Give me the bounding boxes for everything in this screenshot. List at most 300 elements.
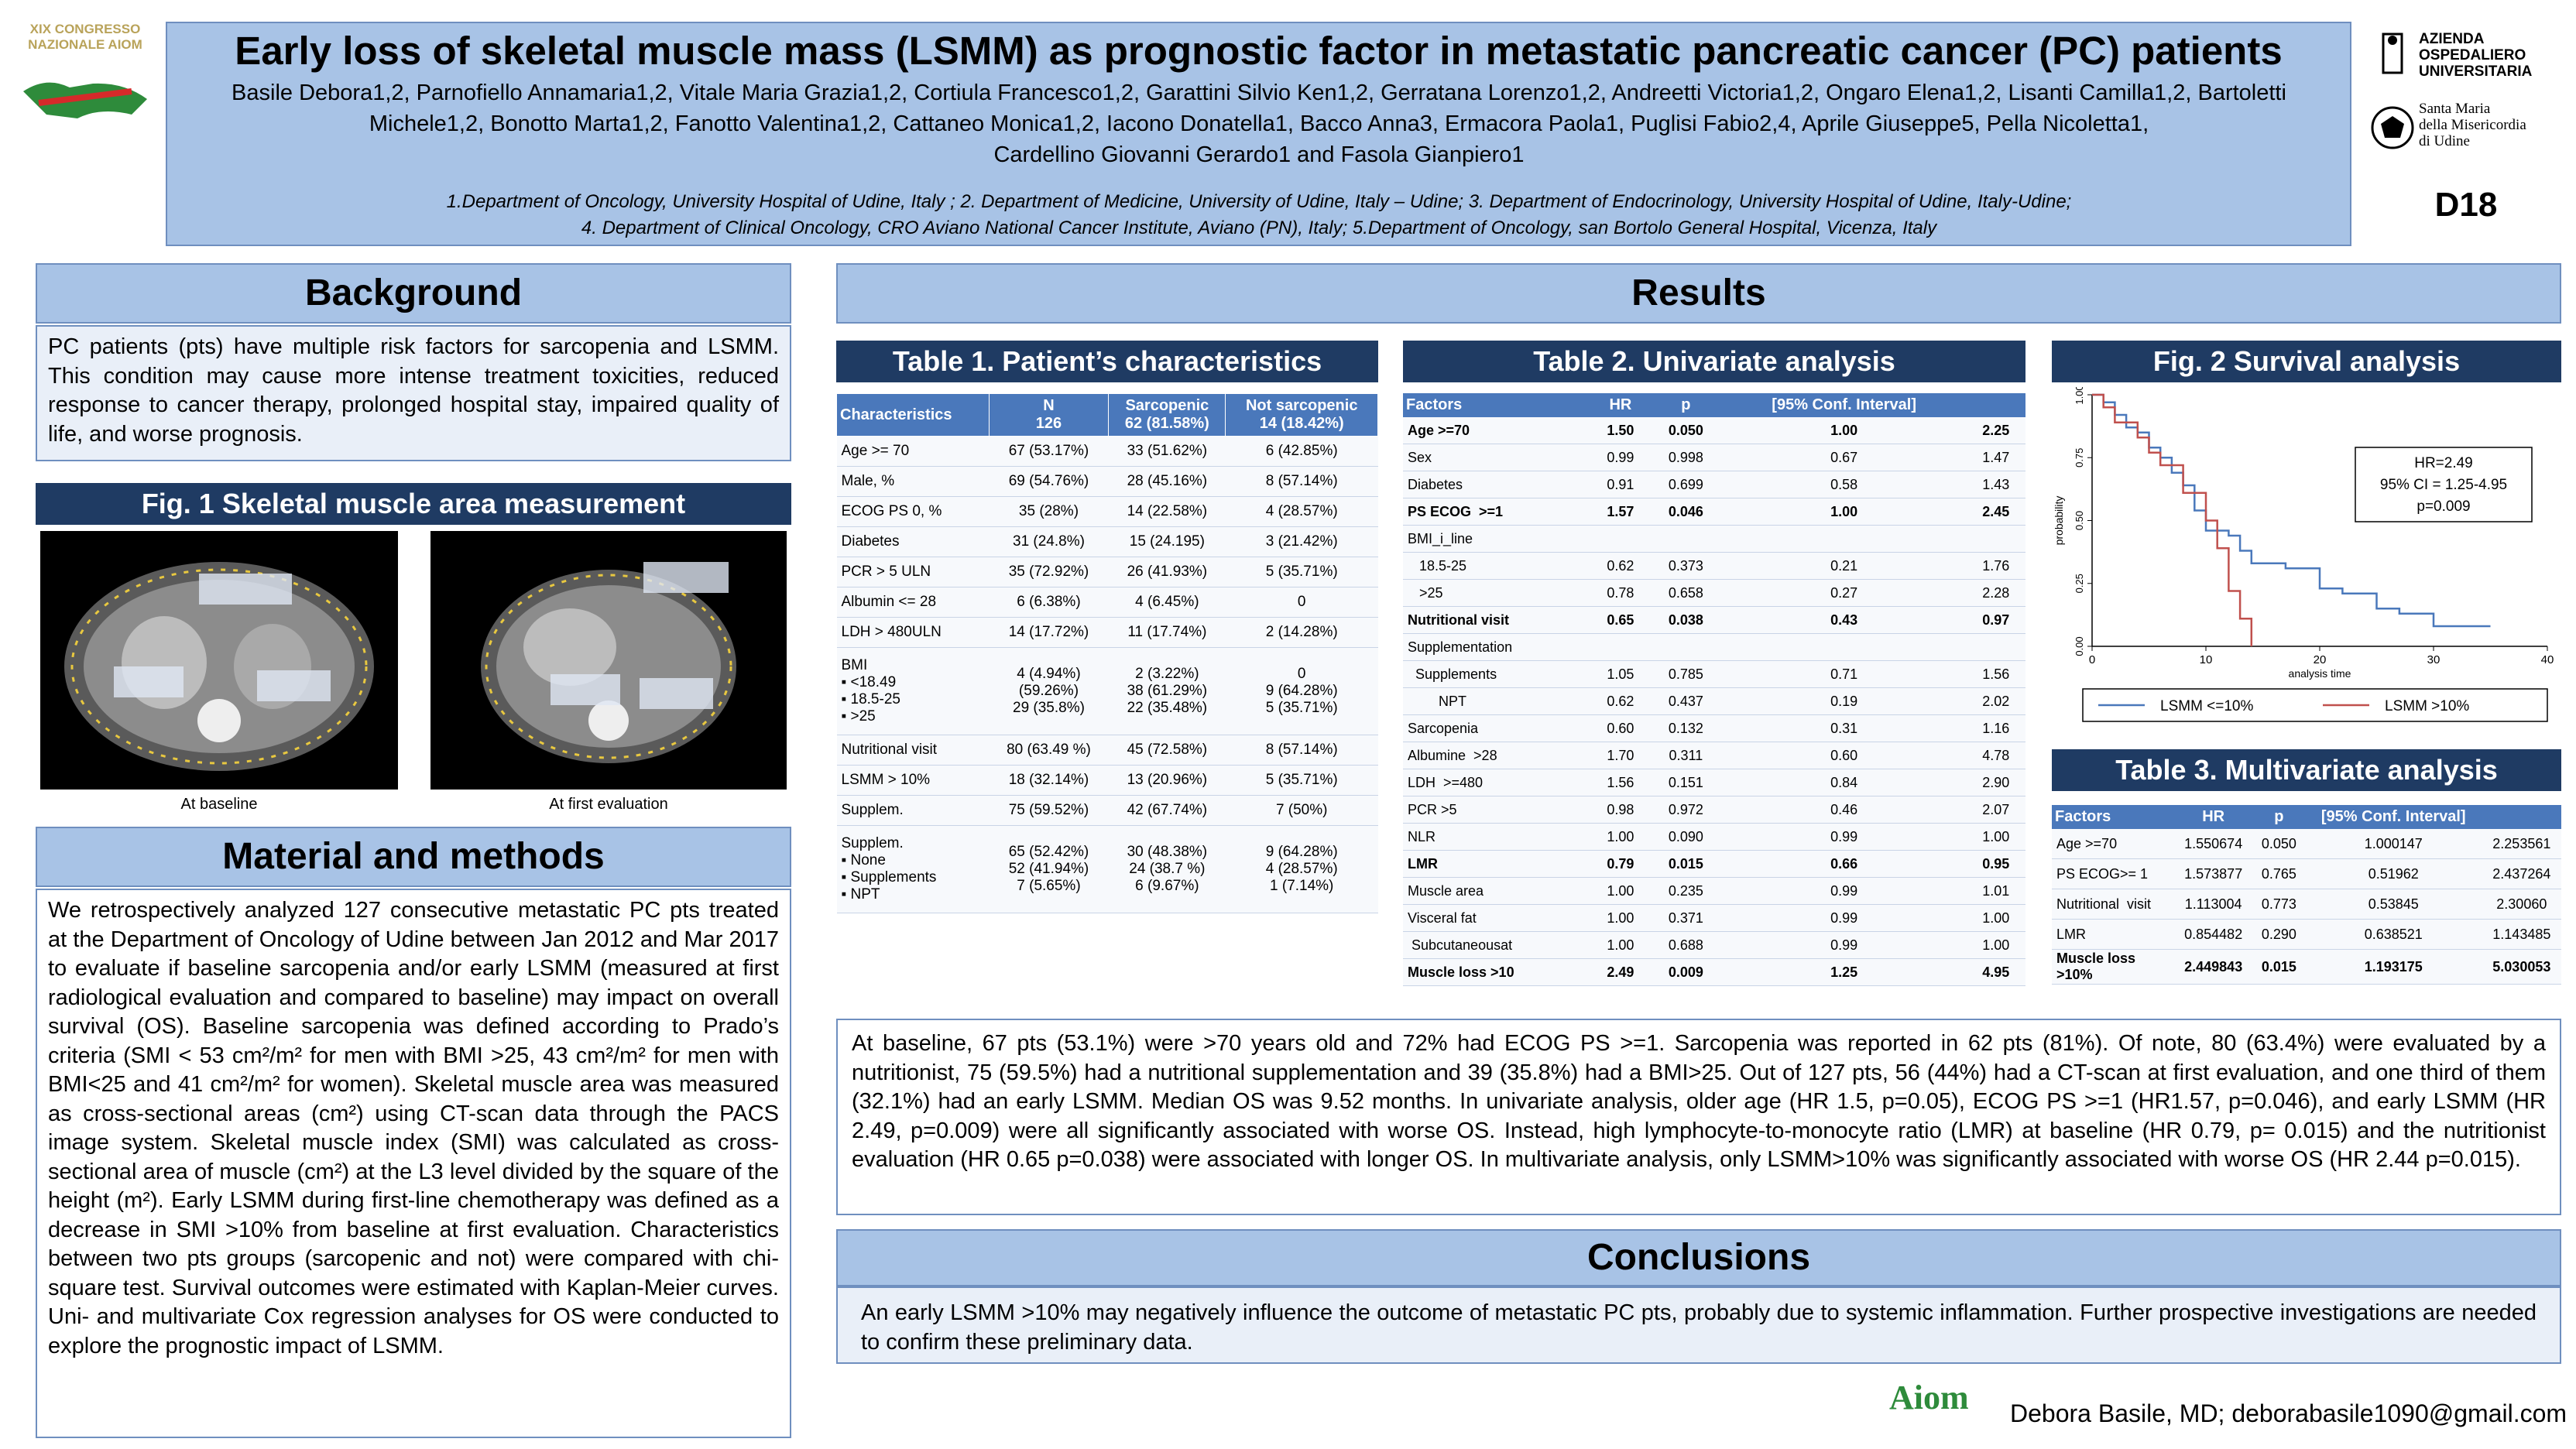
table1-cell: 3 (21.42%) — [1226, 527, 1378, 557]
t2-cell: 0.98 — [1591, 796, 1650, 824]
t2-cell: 0.78 — [1591, 580, 1650, 607]
t2-cell: 0.60 — [1722, 742, 1967, 769]
t2-cell: 0.151 — [1650, 769, 1722, 796]
table1-cell: Supplem. — [837, 796, 990, 826]
table1-cell: LDH > 480ULN — [837, 618, 990, 648]
footer-logo — [1889, 1378, 1990, 1440]
t2-cell — [1650, 634, 1722, 661]
t2-cell: NPT — [1403, 688, 1591, 715]
hospital-name-2: OSPEDALIERO — [2419, 47, 2526, 63]
t2-cell — [1722, 526, 1967, 553]
legend-label: LSMM <=10% — [2160, 698, 2254, 714]
table1-cell: 65 (52.42%) 52 (41.94%) 7 (5.65%) — [989, 826, 1109, 913]
table1-cell: 8 (57.14%) — [1226, 467, 1378, 497]
table1-cell: 11 (17.74%) — [1109, 618, 1226, 648]
ct-scan-first-evaluation — [430, 531, 787, 790]
table1-cell: 4 (4.94%) (59.26%) 29 (35.8%) — [989, 648, 1109, 735]
table-row — [2052, 829, 2561, 859]
table1-cell: 15 (24.195) — [1109, 527, 1226, 557]
t3-cell: 1.000147 — [2305, 829, 2482, 859]
table1-cell: 14 (17.72%) — [989, 618, 1109, 648]
t2-cell — [1591, 634, 1650, 661]
table1-cell: Albumin <= 28 — [837, 587, 990, 618]
t2-cell: 0.21 — [1722, 553, 1967, 580]
t3-cell: 1.113004 — [2174, 889, 2253, 920]
background-text: PC patients (pts) have multiple risk factors for sarcopenia and LSMM. This condition may cause more intense treatment toxicities, reduced response to cancer therapy, prolonged hospital stay, impaired quality of life, and worse prognosis. — [36, 325, 791, 461]
table1-cell: LSMM > 10% — [837, 766, 990, 796]
table2 — [1403, 393, 2025, 1008]
t2-cell: 1.47 — [1967, 444, 2025, 471]
table-row — [1403, 688, 2025, 715]
t2-cell: 0.58 — [1722, 471, 1967, 498]
annotation-text: 95% CI = 1.25-4.95 — [2379, 477, 2508, 493]
table2-heading: Table 2. Univariate analysis — [1403, 341, 2025, 382]
univariate-analysis-table — [1403, 393, 2025, 986]
table-row — [1403, 959, 2025, 986]
t2-cell: 2.28 — [1967, 580, 2025, 607]
t3-cell: 2.253561 — [2482, 829, 2561, 859]
table3-heading: Table 3. Multivariate analysis — [2052, 749, 2561, 791]
t2-cell: 0.090 — [1650, 824, 1722, 851]
t2-cell: 18.5-25 — [1403, 553, 1591, 580]
t3-cell: 0.773 — [2253, 889, 2305, 920]
table-row — [2052, 920, 2561, 950]
table1-cell: 14 (22.58%) — [1109, 497, 1226, 527]
fig2-heading: Fig. 2 Survival analysis — [2052, 341, 2561, 382]
t2-cell: 1.56 — [1967, 661, 2025, 688]
t3-header-0: Factors — [2052, 805, 2174, 829]
fig1-heading: Fig. 1 Skeletal muscle area measurement — [36, 483, 791, 525]
t2-cell: 1.00 — [1722, 498, 1967, 526]
t3-cell: Muscle loss >10% — [2052, 950, 2174, 985]
table-row — [1403, 824, 2025, 851]
t2-cell: 0.79 — [1591, 851, 1650, 878]
t3-cell: 0.290 — [2253, 920, 2305, 950]
t2-cell — [1591, 526, 1650, 553]
t2-cell: Sex — [1403, 444, 1591, 471]
table-row — [837, 618, 1378, 648]
t2-cell: Subcutaneousat — [1403, 932, 1591, 959]
table1-header-2: Sarcopenic 62 (81.58%) — [1109, 394, 1226, 437]
annotation-text: p=0.009 — [2417, 498, 2471, 515]
t2-cell: 0.015 — [1650, 851, 1722, 878]
t2-cell: Supplementation — [1403, 634, 1591, 661]
table-row — [837, 796, 1378, 826]
table1-cell: BMI ▪ <18.49 ▪ 18.5-25 ▪ >25 — [837, 648, 990, 735]
t3-cell: 2.30060 — [2482, 889, 2561, 920]
t3-cell: 0.638521 — [2305, 920, 2482, 950]
table1-cell: 0 — [1226, 587, 1378, 618]
x-axis-label: analysis time — [2288, 667, 2351, 680]
t2-cell: 0.84 — [1722, 769, 1967, 796]
t2-cell: 0.31 — [1722, 715, 1967, 742]
t2-cell — [1722, 634, 1967, 661]
t2-cell: 1.76 — [1967, 553, 2025, 580]
t2-cell: 0.99 — [1591, 444, 1650, 471]
table-row — [837, 826, 1378, 913]
t2-cell: 0.62 — [1591, 688, 1650, 715]
table1-cell: 4 (28.57%) — [1226, 497, 1378, 527]
x-tick-label: 10 — [2199, 653, 2213, 666]
t2-cell: 0.235 — [1650, 878, 1722, 905]
t2-cell: 0.699 — [1650, 471, 1722, 498]
table1-cell: Nutritional visit — [837, 735, 990, 766]
table-row — [1403, 769, 2025, 796]
t2-cell: Visceral fat — [1403, 905, 1591, 932]
t2-header-4 — [1967, 393, 2025, 417]
italy-map-icon — [15, 60, 155, 130]
poster-code: D18 — [2434, 186, 2498, 224]
poster-header — [166, 22, 2351, 246]
contact-info: Debora Basile, MD; deborabasile1090@gmail.com — [2010, 1399, 2567, 1427]
table-row — [837, 735, 1378, 766]
t2-cell: 1.57 — [1591, 498, 1650, 526]
t2-cell: Muscle loss >10 — [1403, 959, 1591, 986]
table1-cell: 8 (57.14%) — [1226, 735, 1378, 766]
table1-header-1: N 126 — [989, 394, 1109, 437]
ct-scan-baseline — [40, 531, 398, 790]
table-row — [837, 467, 1378, 497]
table-row — [1403, 905, 2025, 932]
table1-cell: 9 (64.28%) 4 (28.57%) 1 (7.14%) — [1226, 826, 1378, 913]
t2-cell: 1.00 — [1967, 932, 2025, 959]
poster-title: Early loss of skeletal muscle mass (LSMM) as prognostic factor in metastatic pancreatic cancer (PC) patients — [235, 29, 2283, 73]
t2-cell: 0.658 — [1650, 580, 1722, 607]
t2-cell: 0.688 — [1650, 932, 1722, 959]
table1-cell: 42 (67.74%) — [1109, 796, 1226, 826]
table1-cell: 75 (59.52%) — [989, 796, 1109, 826]
hospital-logo — [2369, 23, 2563, 163]
hospital-name-3: UNIVERSITARIA — [2419, 63, 2533, 80]
t3-header-2: p — [2253, 805, 2305, 829]
table1-cell: 0 9 (64.28%) 5 (35.71%) — [1226, 648, 1378, 735]
hospital-crest-icon — [2369, 29, 2416, 76]
table-row — [1403, 878, 2025, 905]
t2-cell: 0.998 — [1650, 444, 1722, 471]
table1-cell: Age >= 70 — [837, 437, 990, 467]
table-row — [837, 648, 1378, 735]
t2-cell: 2.07 — [1967, 796, 2025, 824]
table1-cell: 2 (14.28%) — [1226, 618, 1378, 648]
ct-image-first-evaluation — [430, 531, 787, 790]
t2-cell: Albumine >28 — [1403, 742, 1591, 769]
table-row — [2052, 950, 2561, 985]
table-row — [1403, 932, 2025, 959]
t2-cell: 1.43 — [1967, 471, 2025, 498]
t2-cell: 1.00 — [1967, 824, 2025, 851]
t2-cell: 0.62 — [1591, 553, 1650, 580]
t2-cell: BMI_i_line — [1403, 526, 1591, 553]
t2-cell: 0.371 — [1650, 905, 1722, 932]
t2-cell: 0.972 — [1650, 796, 1722, 824]
congress-logo-text: XIX CONGRESSO NAZIONALE AIOM — [28, 22, 142, 52]
background-heading: Background — [36, 263, 791, 324]
table1-cell: 18 (32.14%) — [989, 766, 1109, 796]
authors-line-1: Basile Debora1,2, Parnofiello Annamaria1,2, Vitale Maria Grazia1,2, Cortiula Francesco1,2, Garattini Silvio Ken1,2, Gerratana Lorenzo1,2, Andreetti Victoria1,2, Ongaro Elena1,2, Lisanti Camilla1,2, Bartoletti — [232, 80, 2286, 105]
congress-logo — [15, 22, 155, 223]
results-text: At baseline, 67 pts (53.1%) were >70 years old and 72% had ECOG PS >=1. Sarcopenia was reported in 62 pts (81%). Of note, 80 (63.4%) were evaluated by a nutritionist, 75 (59.5%) had a nutritional supplementation and 39 (35.8%) had a BMI>25. Out of 127 pts, 56 (44%) had a CT-scan at first evaluation, and one third of them (32.1%) had an early LSMM. Median OS was 9.52 months. In univariate analysis, older age (HR 1.5, p=0.05), ECOG PS >=1 (HR1.57, p=0.046), and early LSMM (HR 2.49, p=0.009) were all significantly associated with worse OS. Instead, high lymphocyte-to-monocyte ratio (LMR) at baseline (HR 0.79, p= 0.015) and the nutritionist evaluation (HR 0.65 p=0.038) were associated with longer OS. In multivariate analysis, only LSMM>10% was significantly associated with worse OS (HR 2.44 p=0.015). — [836, 1019, 2561, 1215]
affiliations-line-2: 4. Department of Clinical Oncology, CRO Aviano National Cancer Institute, Aviano (PN), Italy; 5.Department of Oncology, san Bortolo General Hospital, Vicenza, Italy — [581, 218, 1937, 238]
t2-cell: 0.009 — [1650, 959, 1722, 986]
hospital-name-4: Santa Maria — [2419, 101, 2491, 117]
t2-cell: 0.46 — [1722, 796, 1967, 824]
t2-cell: 1.70 — [1591, 742, 1650, 769]
table-row — [2052, 859, 2561, 889]
t2-cell: 0.038 — [1650, 607, 1722, 634]
table-row — [1403, 661, 2025, 688]
t2-cell: 2.49 — [1591, 959, 1650, 986]
t2-cell: 0.437 — [1650, 688, 1722, 715]
t2-header-0: Factors — [1403, 393, 1591, 417]
t2-cell: >25 — [1403, 580, 1591, 607]
caption-baseline: At baseline — [180, 796, 258, 813]
t2-cell: 1.00 — [1591, 905, 1650, 932]
hospital-name-5: della Misericordia — [2419, 117, 2526, 133]
t2-cell: 0.66 — [1722, 851, 1967, 878]
table1-cell: 35 (28%) — [989, 497, 1109, 527]
results-heading: Results — [836, 263, 2561, 324]
t2-cell: 1.00 — [1591, 932, 1650, 959]
t2-cell: 1.01 — [1967, 878, 2025, 905]
x-tick-label: 0 — [2088, 653, 2096, 666]
affiliations-line-1: 1.Department of Oncology, University Hospital of Udine, Italy ; 2. Department of Medicine, University of Udine, Italy – Udine; 3. Department of Endocrinology, University Hospital of Udine, Italy-Udine; — [446, 191, 2072, 212]
t3-cell: 0.050 — [2253, 829, 2305, 859]
table-row — [837, 527, 1378, 557]
table-row — [837, 766, 1378, 796]
y-axis-label: probability — [2053, 495, 2065, 546]
x-tick-label: 20 — [2313, 653, 2327, 666]
t2-cell: 0.67 — [1722, 444, 1967, 471]
table3 — [2052, 805, 2561, 1014]
t3-cell: 2.449843 — [2174, 950, 2253, 985]
t2-cell: 0.99 — [1722, 932, 1967, 959]
table-row — [1403, 444, 2025, 471]
x-tick-label: 40 — [2540, 653, 2554, 666]
patient-characteristics-table — [836, 393, 1378, 913]
t2-cell: Sarcopenia — [1403, 715, 1591, 742]
table-row — [1403, 742, 2025, 769]
table-row — [837, 437, 1378, 467]
t2-cell — [1650, 526, 1722, 553]
t3-cell: 1.143485 — [2482, 920, 2561, 950]
t2-cell: Age >=70 — [1403, 417, 1591, 444]
t2-cell: 1.05 — [1591, 661, 1650, 688]
y-tick-label: 0.25 — [2073, 574, 2085, 594]
table1-cell: 26 (41.93%) — [1109, 557, 1226, 587]
table1 — [836, 393, 1378, 1005]
t2-cell: 1.00 — [1967, 905, 2025, 932]
aiom-logo-text: Aiom — [1889, 1379, 1969, 1416]
table-row — [837, 587, 1378, 618]
table1-cell: 13 (20.96%) — [1109, 766, 1226, 796]
table-row — [2052, 889, 2561, 920]
t2-cell: 2.90 — [1967, 769, 2025, 796]
t2-cell: 0.91 — [1591, 471, 1650, 498]
table1-heading: Table 1. Patient’s characteristics — [836, 341, 1378, 382]
t2-cell: 0.050 — [1650, 417, 1722, 444]
table1-cell: 30 (48.38%) 24 (38.7 %) 6 (9.67%) — [1109, 826, 1226, 913]
t2-cell: 4.95 — [1967, 959, 2025, 986]
table-row — [837, 497, 1378, 527]
table1-cell: 67 (53.17%) — [989, 437, 1109, 467]
table-row — [837, 557, 1378, 587]
table1-cell: Diabetes — [837, 527, 990, 557]
t2-cell: 1.00 — [1591, 824, 1650, 851]
table1-cell: 6 (6.38%) — [989, 587, 1109, 618]
t2-cell: Muscle area — [1403, 878, 1591, 905]
t2-cell: Nutritional visit — [1403, 607, 1591, 634]
authors-line-2: Michele1,2, Bonotto Marta1,2, Fanotto Valentina1,2, Cattaneo Monica1,2, Iacono Donatella1, Bacco Anna3, Ermacora Paola1, Puglisi Fabio2,4, Aprile Giuseppe5, Pella Nicoletta1, — [369, 111, 2149, 136]
t2-cell: 0.99 — [1722, 905, 1967, 932]
t2-header-3: [95% Conf. Interval] — [1722, 393, 1967, 417]
t2-cell: 4.78 — [1967, 742, 2025, 769]
t3-cell: 0.765 — [2253, 859, 2305, 889]
hospital-name-1: AZIENDA — [2419, 31, 2485, 47]
table1-cell: 7 (50%) — [1226, 796, 1378, 826]
t2-cell: 0.785 — [1650, 661, 1722, 688]
table1-cell: 69 (54.76%) — [989, 467, 1109, 497]
eagle-crest-icon — [2369, 101, 2416, 155]
table-row — [1403, 851, 2025, 878]
t2-cell: 0.97 — [1967, 607, 2025, 634]
table1-cell: PCR > 5 ULN — [837, 557, 990, 587]
table1-cell: 28 (45.16%) — [1109, 467, 1226, 497]
t2-cell: 0.311 — [1650, 742, 1722, 769]
t2-cell: PS ECOG >=1 — [1403, 498, 1591, 526]
t3-cell: 1.193175 — [2305, 950, 2482, 985]
authors-line-3: Cardellino Giovanni Gerardo1 and Fasola Gianpiero1 — [993, 142, 1525, 167]
t2-header-1: HR — [1591, 393, 1650, 417]
affiliations — [175, 189, 2343, 242]
t3-header-4 — [2482, 805, 2561, 829]
survival-chart — [2052, 387, 2561, 728]
legend-label: LSMM >10% — [2385, 698, 2470, 714]
t2-cell: 0.046 — [1650, 498, 1722, 526]
t2-cell: 1.50 — [1591, 417, 1650, 444]
t2-cell: Supplements — [1403, 661, 1591, 688]
table1-cell: Male, % — [837, 467, 990, 497]
kaplan-meier-plot — [2052, 387, 2561, 728]
t2-cell: PCR >5 — [1403, 796, 1591, 824]
t2-cell — [1967, 526, 2025, 553]
table1-cell: 35 (72.92%) — [989, 557, 1109, 587]
t2-header-2: p — [1650, 393, 1722, 417]
t2-cell: 1.00 — [1722, 417, 1967, 444]
table1-header-3: Not sarcopenic 14 (18.42%) — [1226, 394, 1378, 437]
table1-cell: Supplem. ▪ None ▪ Supplements ▪ NPT — [837, 826, 990, 913]
t2-cell: 0.65 — [1591, 607, 1650, 634]
table1-cell: 5 (35.71%) — [1226, 557, 1378, 587]
t2-cell: 0.60 — [1591, 715, 1650, 742]
t2-cell: 2.25 — [1967, 417, 2025, 444]
methods-heading: Material and methods — [36, 827, 791, 887]
table-row — [1403, 607, 2025, 634]
t3-cell: 0.51962 — [2305, 859, 2482, 889]
hospital-name-6: di Udine — [2419, 133, 2470, 149]
y-tick-label: 0.00 — [2073, 636, 2085, 656]
table-row — [1403, 526, 2025, 553]
caption-first-evaluation: At first evaluation — [549, 796, 668, 813]
t2-cell: LDH >=480 — [1403, 769, 1591, 796]
t3-cell: 1.573877 — [2174, 859, 2253, 889]
t2-cell: 0.99 — [1722, 878, 1967, 905]
t3-cell: 5.030053 — [2482, 950, 2561, 985]
t2-cell: 0.19 — [1722, 688, 1967, 715]
t2-cell: 0.95 — [1967, 851, 2025, 878]
table-row — [1403, 553, 2025, 580]
t2-cell: 0.373 — [1650, 553, 1722, 580]
y-tick-label: 1.00 — [2073, 387, 2085, 405]
table1-header-0: Characteristics — [837, 394, 990, 437]
table-row — [1403, 715, 2025, 742]
t2-cell: 1.56 — [1591, 769, 1650, 796]
t2-cell: 1.16 — [1967, 715, 2025, 742]
table-row — [1403, 580, 2025, 607]
y-tick-label: 0.75 — [2073, 447, 2085, 468]
t2-cell: 0.71 — [1722, 661, 1967, 688]
table1-cell: 6 (42.85%) — [1226, 437, 1378, 467]
ct-image-baseline — [40, 531, 398, 790]
t3-cell: 0.015 — [2253, 950, 2305, 985]
t3-cell: 0.854482 — [2174, 920, 2253, 950]
t2-cell: 0.132 — [1650, 715, 1722, 742]
table1-cell: 2 (3.22%) 38 (61.29%) 22 (35.48%) — [1109, 648, 1226, 735]
t3-cell: Age >=70 — [2052, 829, 2174, 859]
t3-cell: 2.437264 — [2482, 859, 2561, 889]
t2-cell: 2.45 — [1967, 498, 2025, 526]
t2-cell: 0.99 — [1722, 824, 1967, 851]
t3-cell: 1.550674 — [2174, 829, 2253, 859]
table1-cell: 33 (51.62%) — [1109, 437, 1226, 467]
table1-cell: 31 (24.8%) — [989, 527, 1109, 557]
table-row — [1403, 498, 2025, 526]
t2-cell: NLR — [1403, 824, 1591, 851]
conclusions-text: An early LSMM >10% may negatively influence the outcome of metastatic PC pts, probably due to systemic inflammation. Further prospective investigations are needed to confirm these preliminary data. — [836, 1286, 2561, 1364]
t2-cell: LMR — [1403, 851, 1591, 878]
y-tick-label: 0.50 — [2073, 510, 2085, 531]
t2-cell — [1967, 634, 2025, 661]
t2-cell: 1.25 — [1722, 959, 1967, 986]
t3-cell: LMR — [2052, 920, 2174, 950]
table1-cell: ECOG PS 0, % — [837, 497, 990, 527]
table-row — [1403, 796, 2025, 824]
t3-cell: PS ECOG>= 1 — [2052, 859, 2174, 889]
table1-cell: 4 (6.45%) — [1109, 587, 1226, 618]
t2-cell: 2.02 — [1967, 688, 2025, 715]
annotation-text: HR=2.49 — [2414, 455, 2473, 471]
legend-box — [2083, 689, 2547, 721]
t3-header-3: [95% Conf. Interval] — [2305, 805, 2482, 829]
t3-cell: 0.53845 — [2305, 889, 2482, 920]
table1-cell: 80 (63.49 %) — [989, 735, 1109, 766]
t2-cell: 0.27 — [1722, 580, 1967, 607]
t2-cell: Diabetes — [1403, 471, 1591, 498]
t3-header-1: HR — [2174, 805, 2253, 829]
table-row — [1403, 634, 2025, 661]
t3-cell: Nutritional visit — [2052, 889, 2174, 920]
conclusions-heading: Conclusions — [836, 1229, 2561, 1286]
table-row — [1403, 417, 2025, 444]
table1-cell: 45 (72.58%) — [1109, 735, 1226, 766]
x-tick-label: 30 — [2427, 653, 2441, 666]
t2-cell: 0.43 — [1722, 607, 1967, 634]
table-row — [1403, 471, 2025, 498]
methods-text: We retrospectively analyzed 127 consecutive metastatic PC pts treated at the Department of Oncology of Udine between Jan 2012 and Mar 2017 to evaluate if baseline sarcopenia and/or early LSMM (measured at first radiological evaluation and compared to baseline) may impact on overall survival (OS). Baseline sarcopenia was defined according to Prado’s criteria (SMI < 53 cm²/m² for men with BMI >25, 43 cm²/m² for men with BMI<25 and 41 cm²/m² for women). Skeletal muscle area was measured as cross-sectional areas (cm²) using CT-scan data through the PACS image system. Skeletal muscle index (SMI) was calculated as cross-sectional area of muscle (cm²) at the L3 level divided by the square of the height (m²). Early LSMM during first-line chemotherapy was defined as a decrease in SMI >10% from baseline at first evaluation. Characteristics between two pts groups (sarcopenic and not) were compared with chi-square test. Survival outcomes were estimated with Kaplan-Meier curves. Uni- and multivariate Cox regression analyses for OS were conducted to explore the prognostic impact of LSMM. — [36, 889, 791, 1438]
t2-cell: 1.00 — [1591, 878, 1650, 905]
author-list — [175, 77, 2343, 170]
table1-cell: 5 (35.71%) — [1226, 766, 1378, 796]
multivariate-analysis-table — [2052, 805, 2561, 985]
